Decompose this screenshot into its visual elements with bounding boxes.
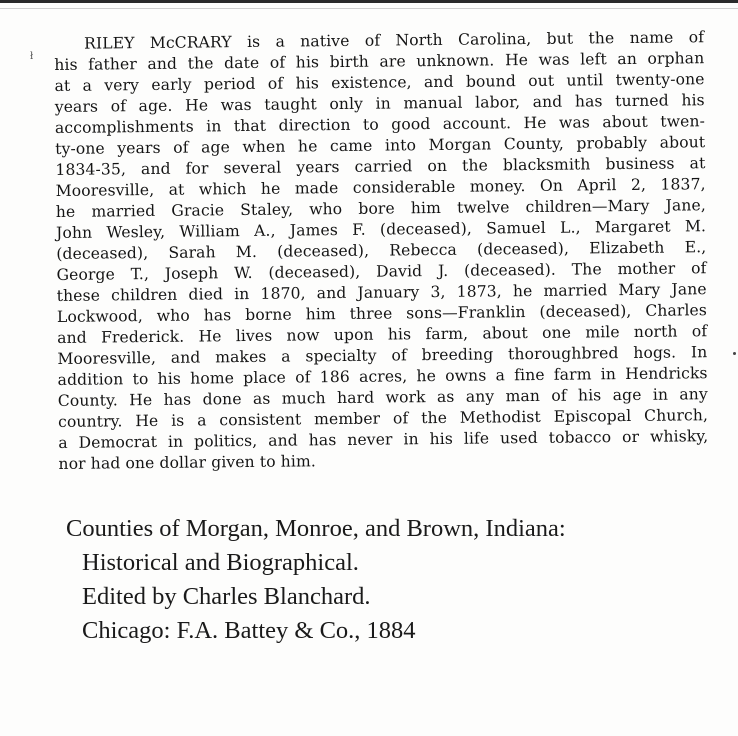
bio-line: Lockwood, who has borne him three sons—Franklin (deceased), Charles bbox=[56, 301, 708, 326]
bio-line: County. He has done as much hard work as any man of his age in any bbox=[57, 385, 708, 410]
bio-line: he married Gracie Staley, who bore him twelve children—Mary Jane, bbox=[55, 196, 706, 221]
citation-publisher: Chicago: F.A. Battey & Co., 1884 bbox=[82, 617, 416, 644]
citation-editor: Edited by Charles Blanchard. bbox=[82, 583, 371, 610]
bio-line: John Wesley, William A., James F. (deceased), Samuel L., Margaret M. bbox=[55, 217, 707, 242]
bio-line: (deceased), Sarah M. (deceased), Rebecca (deceased), Elizabeth E., bbox=[56, 238, 707, 263]
bio-line: these children died in 1870, and January 3, 1873, he married Mary Jane bbox=[56, 280, 707, 305]
bio-line: years of age. He was taught only in manual labor, and has turned his bbox=[54, 91, 705, 116]
source-citation bbox=[66, 512, 726, 648]
bio-line: his father and the date of his birth are unknown. He was left an orphan bbox=[54, 49, 705, 74]
bio-line: nor had one dollar given to him. bbox=[58, 452, 316, 473]
top-border-rule bbox=[0, 0, 738, 3]
bio-line: George T., Joseph W. (deceased), David J. (deceased). The mother of bbox=[56, 259, 707, 284]
biography-paragraph bbox=[54, 27, 719, 475]
bio-line: Mooresville, at which he made considerable money. On April 2, 1837, bbox=[55, 175, 706, 200]
citation-title: Counties of Morgan, Monroe, and Brown, Indiana: bbox=[66, 515, 566, 542]
stray-dot bbox=[733, 352, 736, 355]
bio-line: at a very early period of his existence, and bound out until twenty-one bbox=[54, 70, 705, 95]
bio-line: addition to his home place of 186 acres, he owns a fine farm in Hendricks bbox=[57, 364, 708, 389]
bio-line: ty-one years of age when he came into Morgan County, probably about bbox=[55, 133, 706, 158]
bio-line: a Democrat in politics, and has never in his life used tobacco or whisky, bbox=[58, 427, 709, 452]
bio-line: RILEY McCRARY is a native of North Carolina, but the name of bbox=[84, 28, 705, 53]
citation-subtitle: Historical and Biographical. bbox=[82, 549, 359, 576]
bio-line: and Frederick. He lives now upon his farm, about one mile north of bbox=[57, 322, 708, 347]
top-thin-rule bbox=[0, 8, 738, 9]
bio-line: country. He is a consistent member of the Methodist Episcopal Church, bbox=[57, 406, 709, 431]
scan-mark: ł bbox=[30, 51, 34, 62]
bio-line: accomplishments in that direction to good account. He was about twen- bbox=[54, 112, 706, 137]
bio-line: Mooresville, and makes a specialty of breeding thoroughbred hogs. In bbox=[57, 343, 708, 368]
bio-line: 1834-35, and for several years carried on the blacksmith business at bbox=[55, 154, 706, 179]
